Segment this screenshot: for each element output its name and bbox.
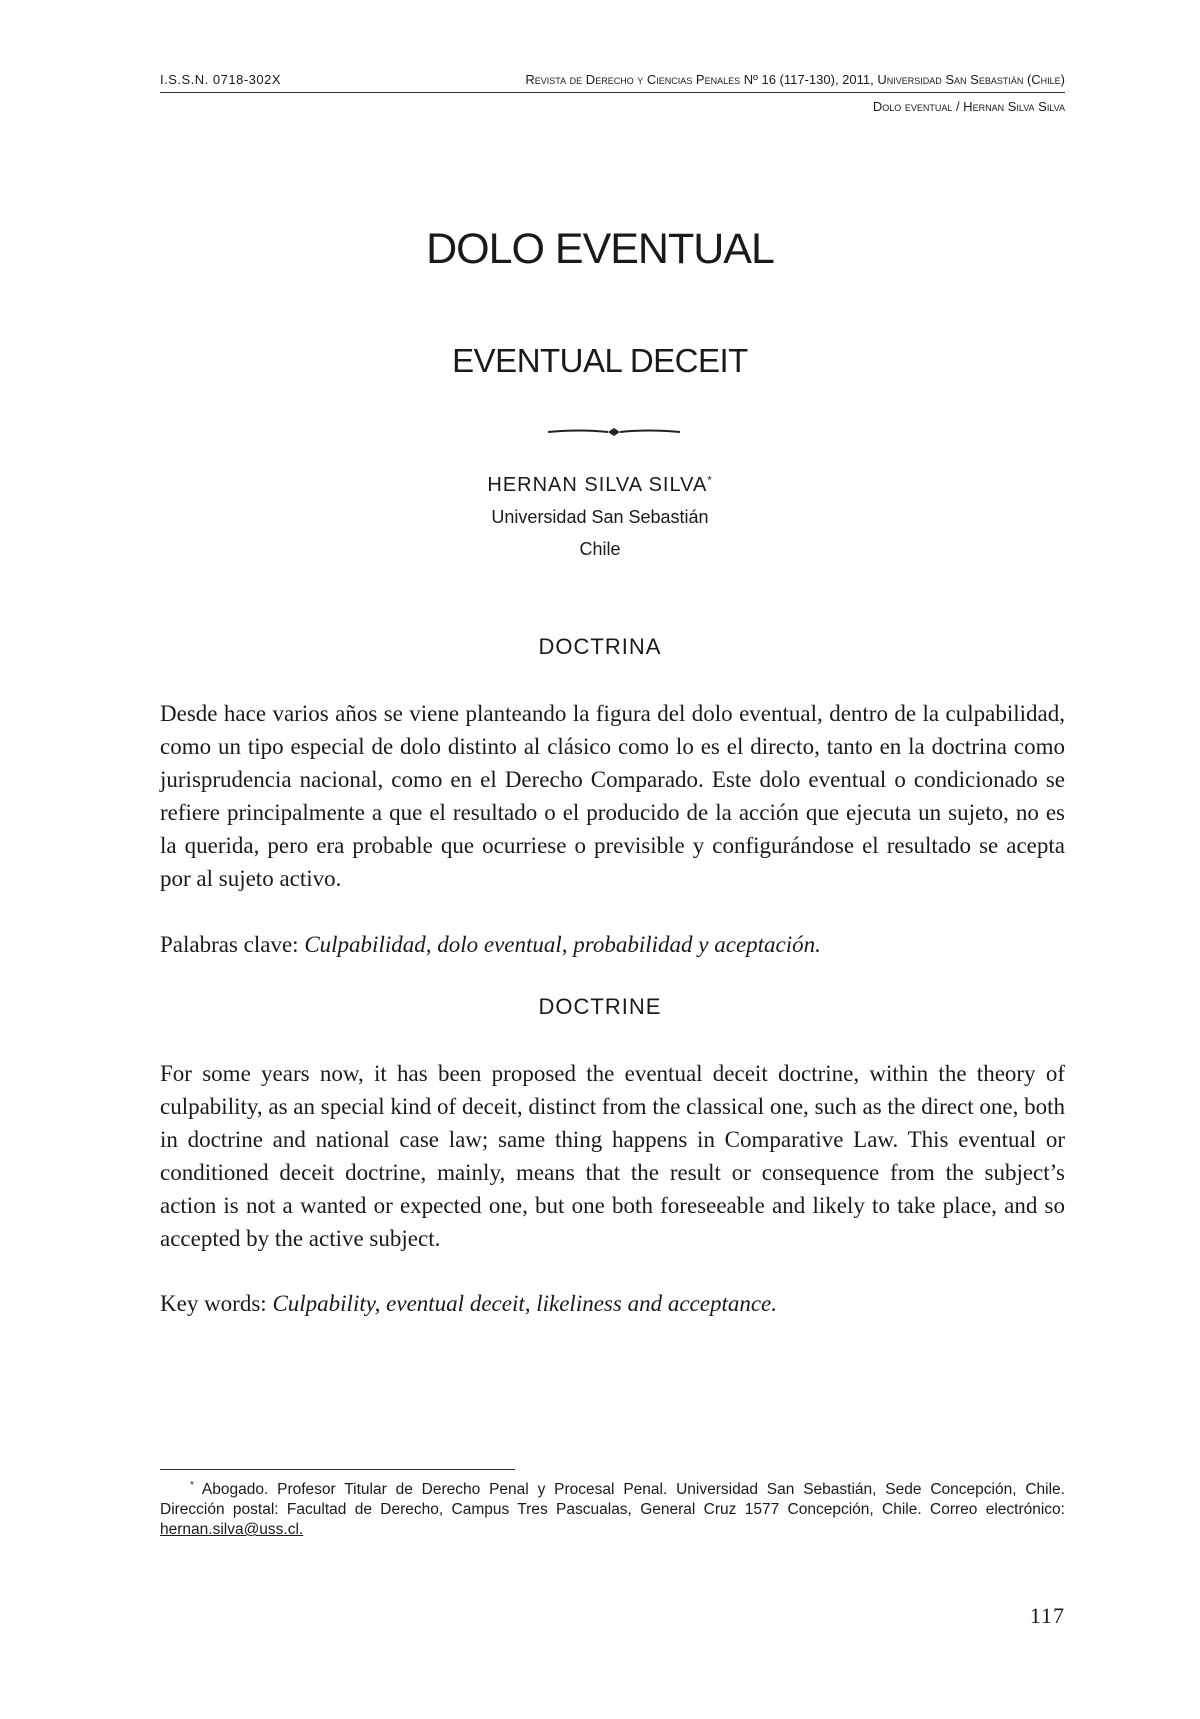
section-heading-doctrina: DOCTRINA — [538, 634, 662, 659]
running-title: Dolo eventual / Hernan Silva Silva — [872, 99, 1065, 114]
keywords-english: Key words: Culpability, eventual deceit, likeliness and acceptance. — [160, 1291, 777, 1316]
ornament-divider-icon — [546, 425, 682, 439]
running-header — [160, 70, 1065, 93]
article-title: DOLO EVENTUAL — [426, 225, 774, 273]
author-footnote: * Abogado. Profesor Titular de Derecho Penal y Procesal Penal. Universidad San Sebastián, Sede Concepción, Chile. Dirección postal: Facultad de Derecho, Campus Tres Pascualas, General Cruz 1577 Concepción, Chile. Correo electrónico: hernan.silva@uss.cl. — [160, 1480, 1065, 1539]
abstract-spanish: Desde hace varios años se viene planteando la figura del dolo eventual, dentro de la culpabilidad, como un tipo especial de dolo distinto al clásico como lo es el directo, tanto en la doctrina como jurisprudencia nacional, como en el Derecho Comparado. Este dolo eventual o condicionado se refiere principalmente a que el resultado o el producido de la acción que ejecuta un sujeto, no es la querida, pero era probable que ocurriese o previsible y configurándose el resultado se acepta por al sujeto activo. — [160, 701, 1065, 891]
author-affiliation: Universidad San Sebastián — [491, 507, 709, 527]
section-heading-doctrine: DOCTRINE — [538, 994, 662, 1019]
keywords-spanish: Palabras clave: Culpabilidad, dolo eventual, probabilidad y aceptación. — [160, 932, 821, 957]
article-subtitle: EVENTUAL DECEIT — [452, 342, 748, 379]
journal-citation: Revista de Derecho y Ciencias Penales Nº 16 (117-130), 2011, Universidad San Sebastián (Chile) — [525, 72, 1065, 87]
footnote-divider — [160, 1469, 515, 1470]
author-name: HERNAN SILVA SILVA* — [487, 474, 713, 496]
author-footnote-mark: * — [707, 474, 713, 487]
issn: I.S.S.N. 0718-302X — [160, 72, 282, 87]
author-country: Chile — [579, 539, 621, 559]
email-link[interactable]: hernan.silva@uss.cl. — [160, 1521, 304, 1539]
abstract-english: For some years now, it has been proposed the eventual deceit doctrine, within the theory of culpability, as an special kind of deceit, distinct from the classical one, such as the direct one, both in doctrine and national case law; same thing happens in Comparative Law. This eventual or conditioned deceit doctrine, mainly, means that the result or consequence from the subject’s action is not a wanted or expected one, but one both foreseeable and likely to take place, and so accepted by the active subject. — [160, 1061, 1065, 1251]
page-number: 117 — [1029, 1603, 1065, 1628]
